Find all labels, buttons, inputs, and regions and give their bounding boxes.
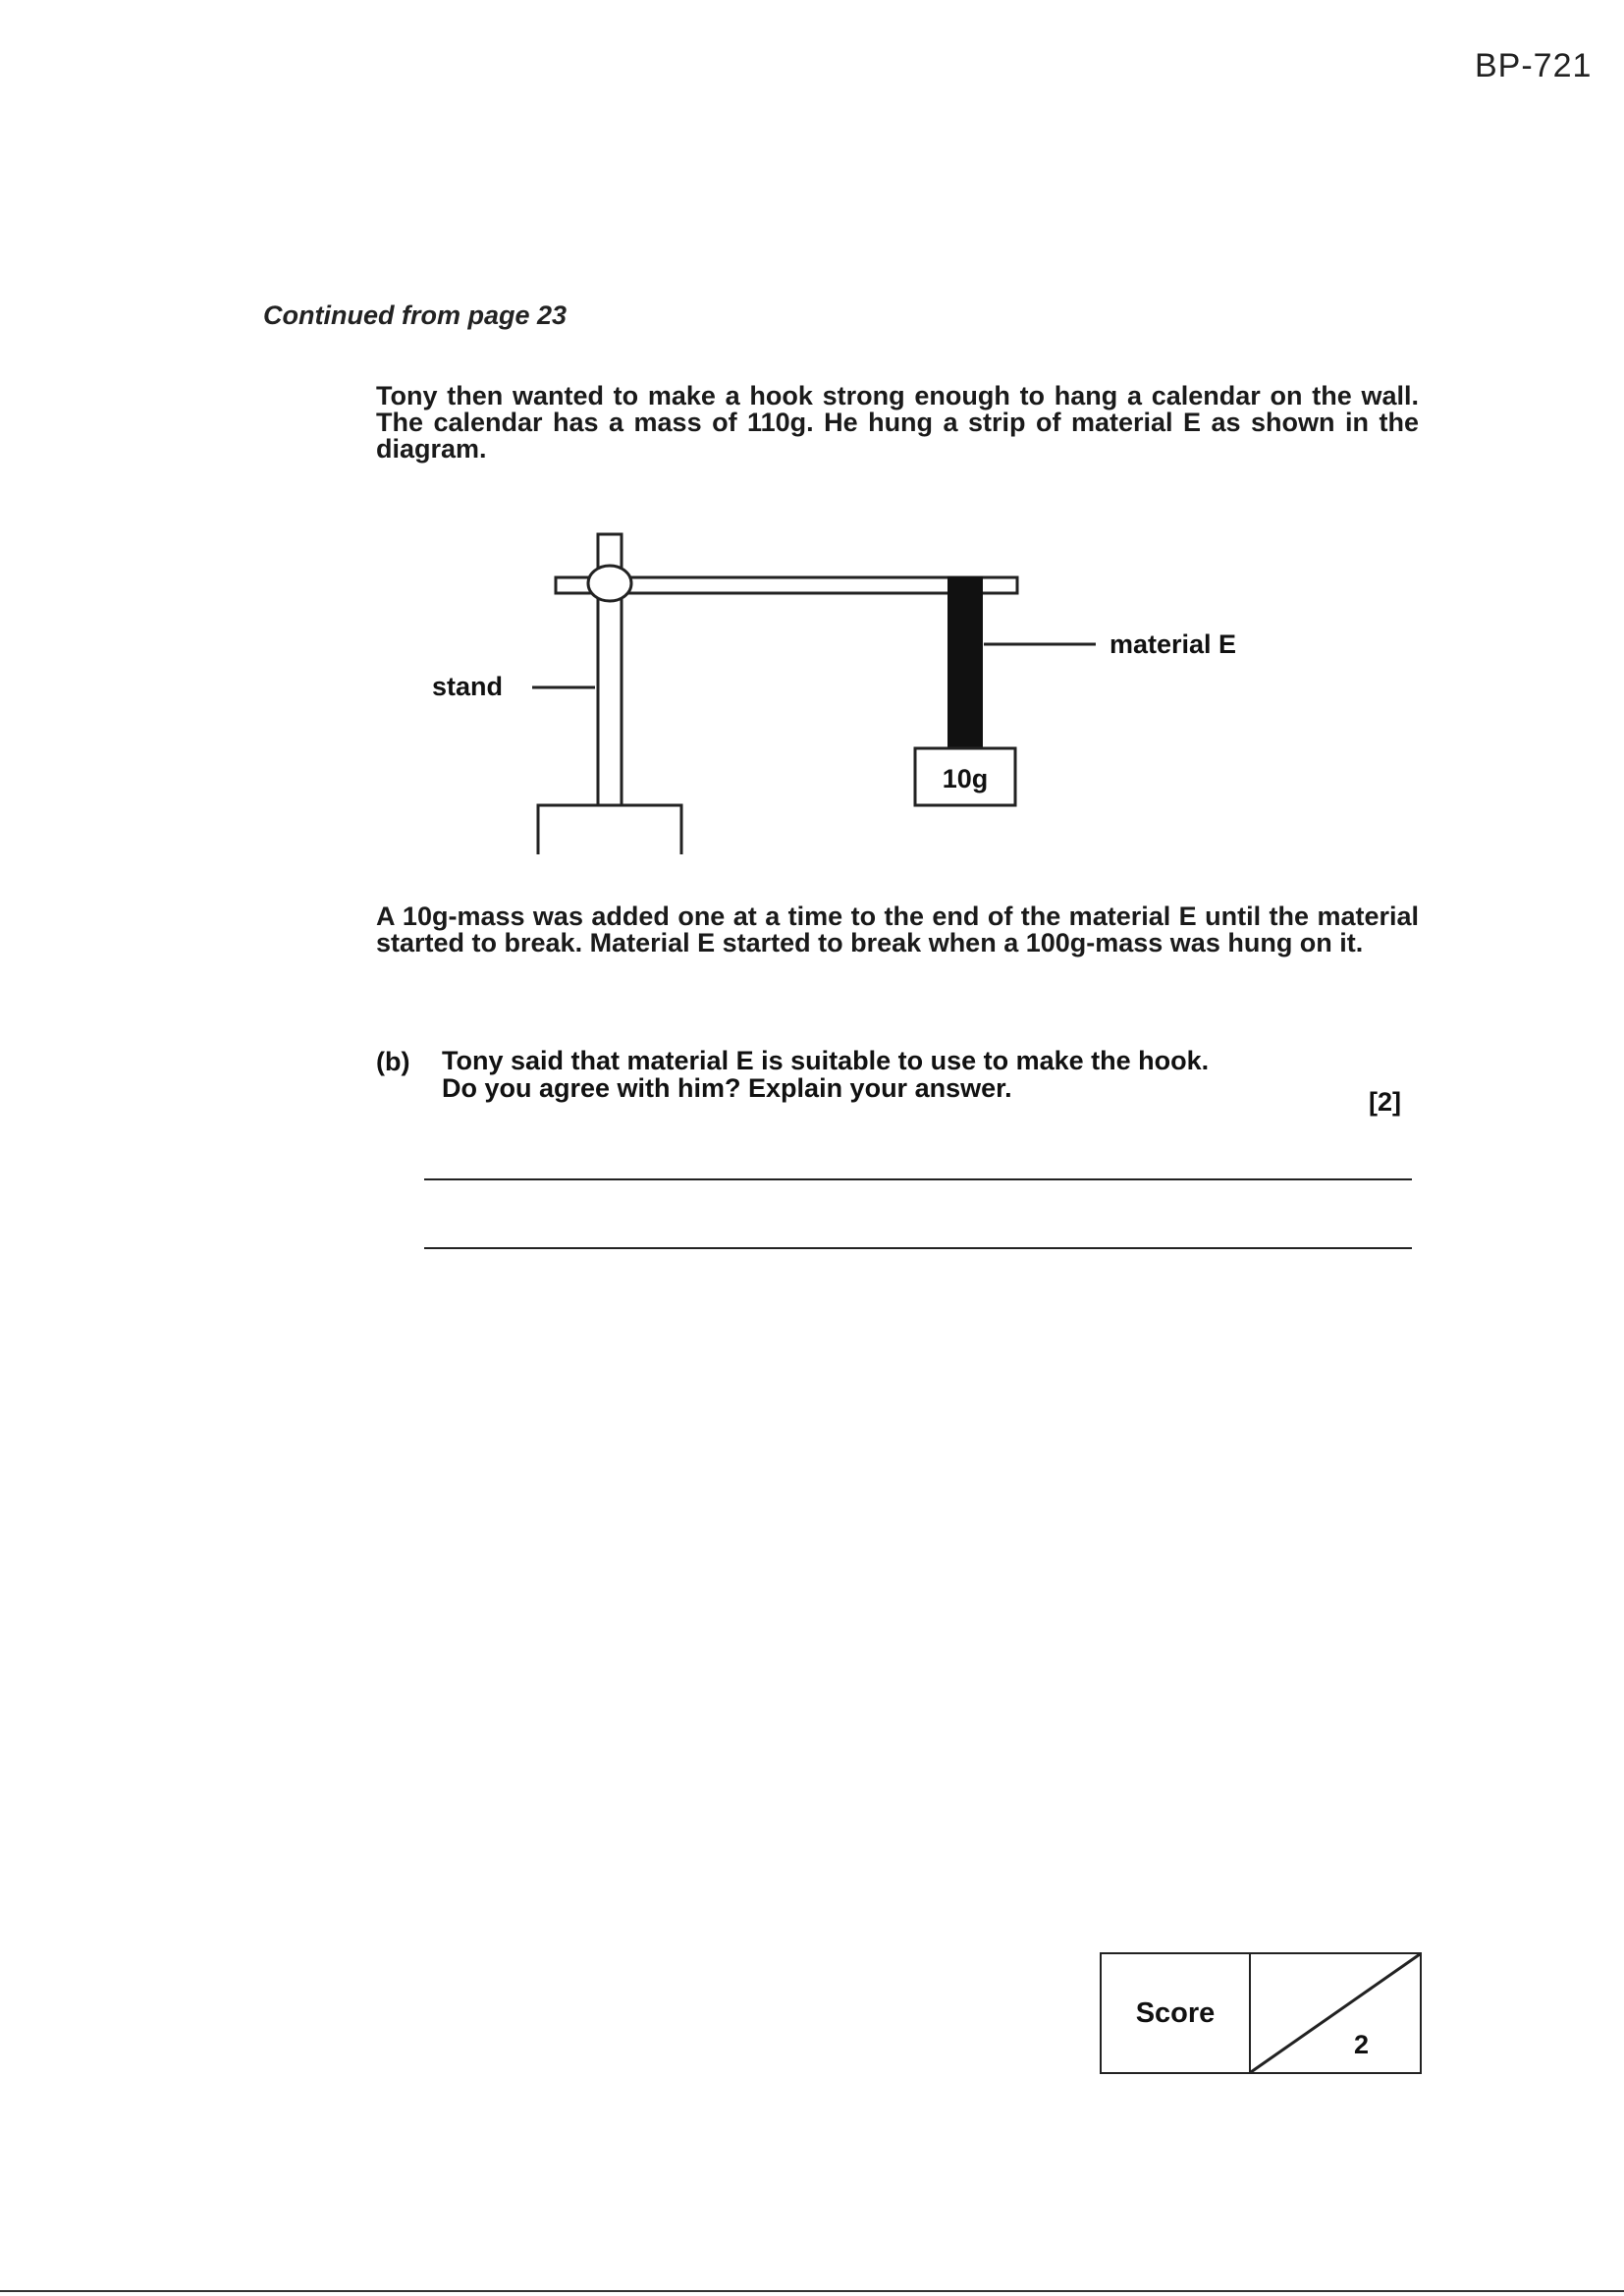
score-label: Score — [1102, 1954, 1251, 2072]
continued-note: Continued from page 23 — [263, 301, 568, 330]
page-code: BP-721 — [1475, 47, 1593, 84]
score-diagonal — [1251, 1954, 1420, 2072]
stand-base — [538, 805, 681, 854]
stand-label: stand — [432, 672, 504, 701]
score-box — [1100, 1952, 1422, 2074]
answer-line-2[interactable] — [424, 1247, 1412, 1249]
material-label: material E — [1110, 629, 1237, 659]
question-line-1: Tony said that material E is suitable to use to make the hook. — [442, 1046, 1210, 1075]
question-marks: [2] — [1369, 1087, 1401, 1117]
question-label: (b) — [376, 1047, 410, 1076]
question-text — [442, 1047, 1399, 1102]
score-value-cell[interactable] — [1251, 1954, 1420, 2072]
mass-label: 10g — [942, 764, 989, 793]
method-paragraph: A 10g-mass was added one at a time to the end of the material E until the material started to break. Material E started to break when a 100g-mass was hung on it. — [376, 902, 1419, 957]
score-max: 2 — [1353, 2030, 1369, 2059]
stand-diagram — [412, 520, 1296, 859]
footer-rule — [0, 2290, 1624, 2292]
question-line-2: Do you agree with him? Explain your answer. — [442, 1073, 1012, 1103]
stand-clamp — [588, 566, 631, 601]
material-e-strip — [948, 577, 982, 750]
answer-line-1[interactable] — [424, 1178, 1412, 1180]
intro-paragraph: Tony then wanted to make a hook strong enough to hang a calendar on the wall. The calendar has a mass of 110g. He hung a strip of material E as shown in the diagram. — [376, 381, 1419, 464]
